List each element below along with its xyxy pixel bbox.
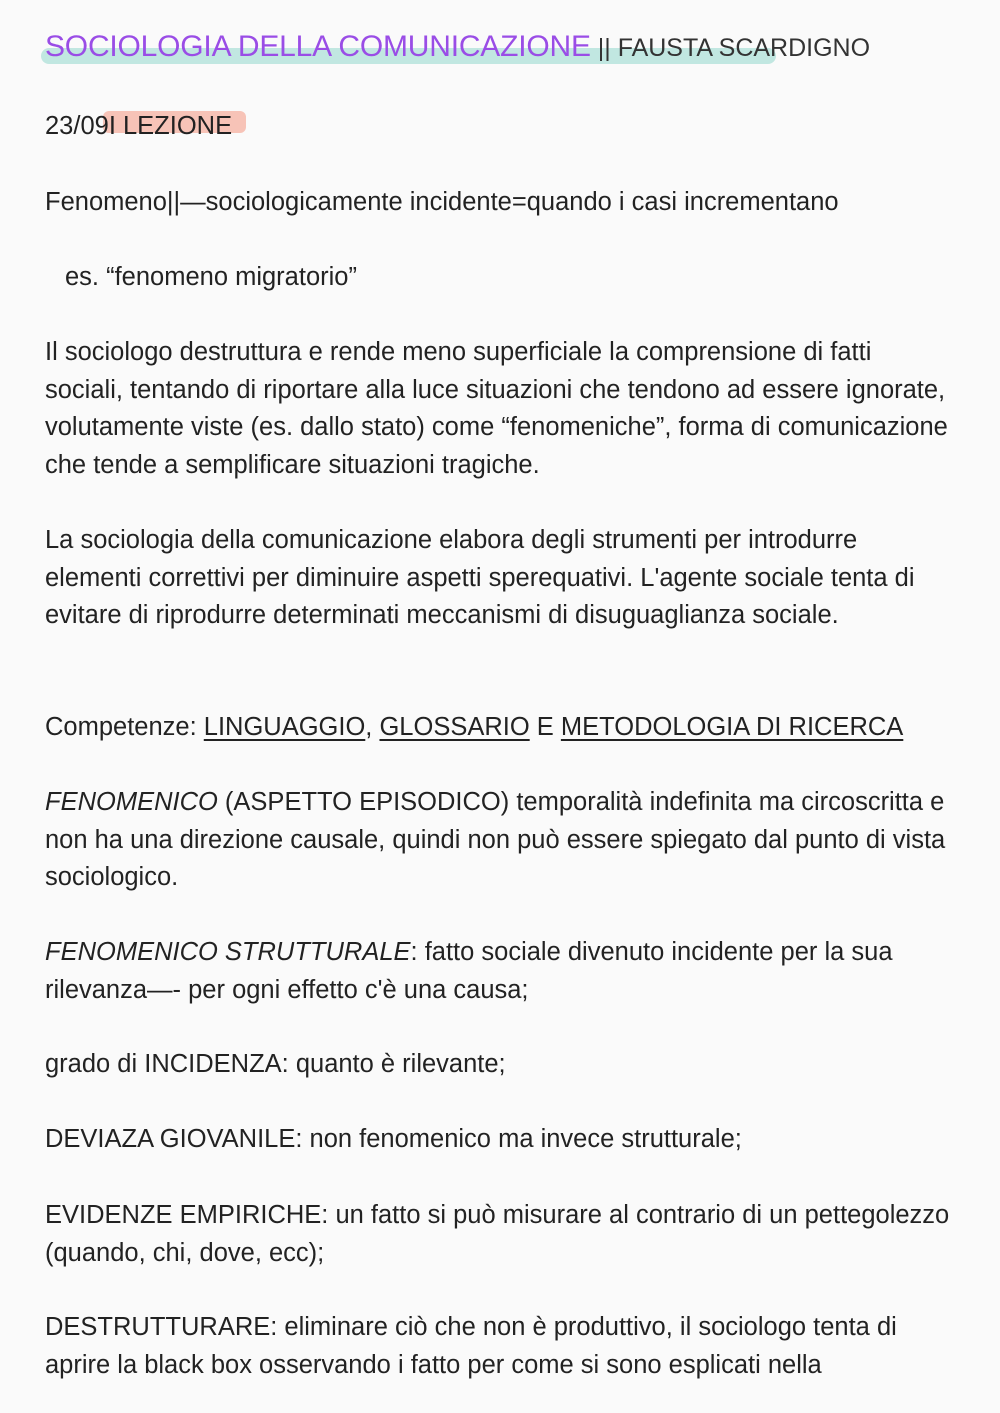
paragraph-evidenze: EVIDENZE EMPIRICHE: un fatto si può misurare al contrario di un pettegolezzo (quando, chi, dove, ecc); — [45, 1201, 950, 1267]
paragraph-example: es. “fenomeno migratorio” — [65, 263, 357, 291]
title-separator: || — [590, 34, 618, 62]
paragraph-devianza: DEVIAZA GIOVANILE: non fenomenico ma invece strutturale; — [45, 1125, 742, 1153]
competenze-sep-1: , — [365, 713, 380, 741]
note-title-row — [45, 28, 955, 68]
fenomenico-strutturale-text: : fatto sociale divenuto incidente per la sua rilevanza—- per ogni effetto c'è una causa; — [45, 938, 893, 1004]
paragraph-fenomenico — [45, 784, 955, 897]
competenza-metodologia: METODOLOGIA DI RICERCA — [560, 713, 904, 741]
competenze-sep-2: E — [529, 713, 561, 741]
teacher-name: FAUSTA SCARDIGNO — [617, 34, 871, 62]
paragraph-incidenza: grado di INCIDENZA: quanto è rilevante; — [45, 1050, 506, 1078]
paragraph-sociologo: Il sociologo destruttura e rende meno superficiale la comprensione di fatti sociali, tentando di riportare alla luce situazioni che tendono ad essere ignorate, volutamente viste (es. dallo stato) come “fenomeniche”, forma di comunicazione che tende a semplificare situazioni tragiche. — [45, 338, 948, 479]
competenza-glossario: GLOSSARIO — [379, 713, 530, 741]
term-fenomenico: FENOMENICO — [45, 788, 218, 816]
paragraph-competenze — [45, 709, 955, 747]
fenomenico-text: (ASPETTO EPISODICO) temporalità indefinita ma circoscritta e non ha una direzione causale, quindi non può essere spiegato dal punto di vista sociologico. — [45, 788, 946, 891]
term-fenomenico-strutturale: FENOMENICO STRUTTURALE — [45, 938, 411, 966]
competenza-linguaggio: LINGUAGGIO — [203, 713, 366, 741]
lesson-label: I LEZIONE — [109, 108, 232, 146]
paragraph-destrutturare: DESTRUTTURARE: eliminare ciò che non è produttivo, il sociologo tenta di aprire la black box osservando i fatto per come si sono esplicati nella — [45, 1313, 897, 1379]
course-title: SOCIOLOGIA DELLA COMUNICAZIONE — [45, 28, 591, 66]
lesson-date: 23/09 — [45, 112, 109, 140]
paragraph-fenomenico-strutturale — [45, 934, 955, 1009]
competenze-lead: Competenze: — [45, 713, 204, 741]
lesson-heading — [45, 108, 955, 146]
paragraph-sociologia: La sociologia della comunicazione elabora degli strumenti per introdurre elementi correttivi per diminuire aspetti sperequativi. L'agente sociale tenta di evitare di riprodurre determinati meccanismi di disuguaglianza sociale. — [45, 526, 915, 629]
paragraph-fenomeno: Fenomeno||—sociologicamente incidente=quando i casi incrementano — [45, 188, 839, 216]
